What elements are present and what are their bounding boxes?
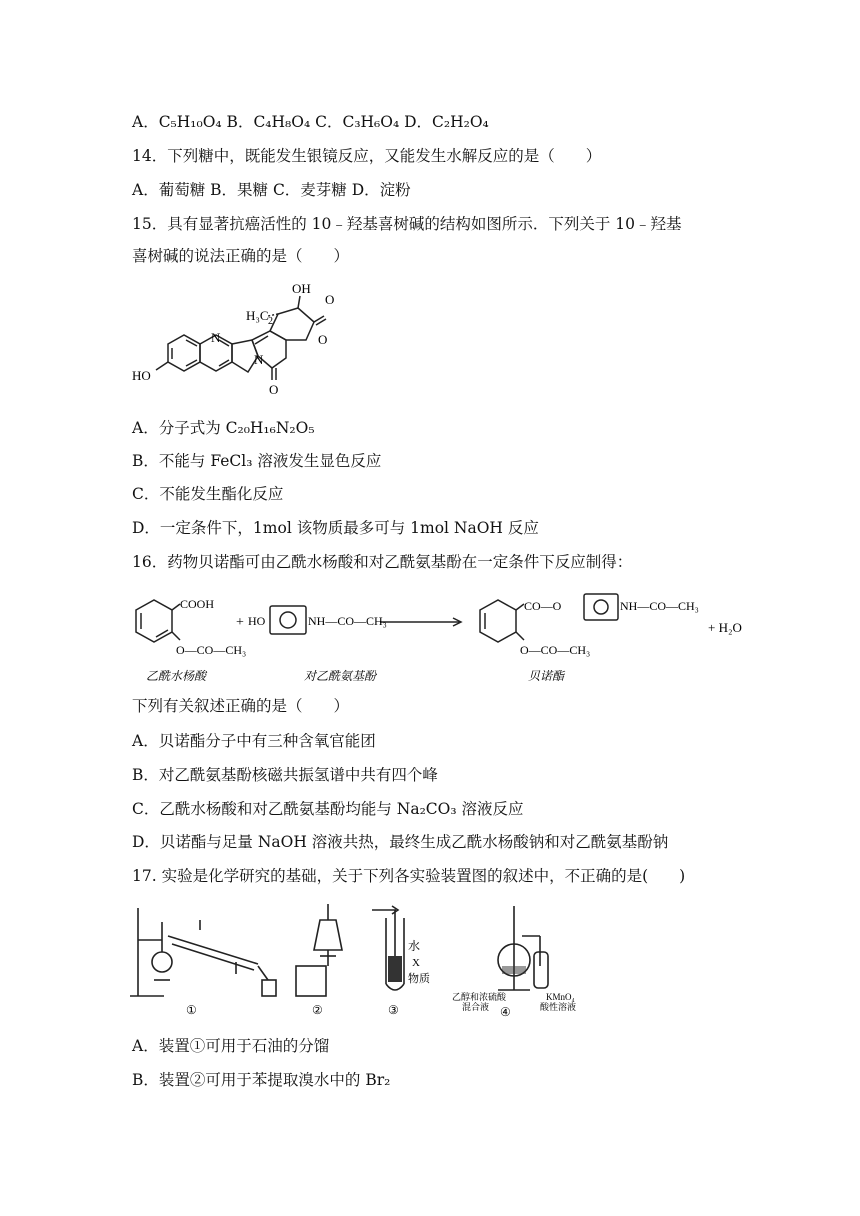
q15-option-c: C．不能发生酯化反应 <box>132 485 284 503</box>
amide-label-2: NH—CO—CH₃ <box>620 599 699 613</box>
apparatus-4-number: ④ <box>500 1005 511 1019</box>
pyrrole-n-label: N <box>254 352 264 367</box>
ethyl-num-label: 2 <box>268 316 273 327</box>
apparatus-3-number: ③ <box>388 1003 399 1017</box>
q15-stem-line1: 15．具有显著抗癌活性的 10﹣羟基喜树碱的结构如图所示．下列关于 10﹣羟基 <box>132 215 682 233</box>
test-tube <box>386 984 404 990</box>
benzene-ring-a <box>168 335 200 371</box>
q15-option-d: D．一定条件下，1mol 该物质最多可与 1mol NaOH 反应 <box>132 519 539 537</box>
q16-option-a: A．贝诺酯分子中有三种含氧官能团 <box>132 732 376 750</box>
quinoline-n-label: N <box>211 330 221 345</box>
benorilate-name: 贝诺酯 <box>528 669 565 683</box>
distilling-flask <box>152 952 172 972</box>
q14-stem: 14．下列糖中，既能发生银镜反应，又能发生水解反应的是（ ） <box>132 147 602 165</box>
carbonyl-o-top: O <box>325 292 335 307</box>
oh-label: OH <box>292 281 311 296</box>
hydroxycamptothecin-structure <box>128 276 343 402</box>
x-label: X <box>412 957 420 969</box>
substance-label: 物质 <box>408 973 430 985</box>
q16-stem: 16．药物贝诺酯可由乙酰水杨酸和对乙酰氨基酚在一定条件下反应制得： <box>132 553 633 571</box>
q15-option-b: B．不能与 FeCl₃ 溶液发生显色反应 <box>132 452 382 470</box>
acid-solution-label: 酸性溶液 <box>540 1002 577 1012</box>
lab-apparatus-figure <box>128 900 583 1020</box>
q17-option-a: A．装置①可用于石油的分馏 <box>132 1037 330 1055</box>
aminophenol-benzene-ring <box>270 606 306 634</box>
carbonyl-o-bottom: O <box>269 382 279 397</box>
q15-option-a: A．分子式为 C₂₀H₁₆N₂O₅ <box>132 419 315 437</box>
kmno4-tube <box>534 952 548 988</box>
kmno4-label: KMnO₄ <box>546 992 575 1002</box>
water-label: 水 <box>408 939 421 953</box>
ester-label-1: O—CO—CH₃ <box>176 643 247 657</box>
q13-options: A．C₅H₁₀O₄ B．C₄H₈O₄ C．C₃H₆O₄ D．C₂H₂O₄ <box>132 113 489 131</box>
mixture-label-2: 混合液 <box>462 1002 490 1012</box>
apparatus-1-number: ① <box>186 1003 197 1017</box>
plus-sign: + <box>236 615 244 630</box>
benorilate-para-ring <box>584 594 618 620</box>
ester-label-2: O—CO—CH₃ <box>520 643 591 657</box>
ester-link-label: CO—O <box>524 599 562 613</box>
hydroxyl-label: HO <box>248 614 266 628</box>
q14-options: A．葡萄糖 B．果糖 C．麦芽糖 D．淀粉 <box>132 181 411 199</box>
paracetamol-name: 对乙酰氨基酚 <box>304 669 377 683</box>
amide-label-1: NH—CO—CH₃ <box>308 614 387 628</box>
apparatus-2-number: ② <box>312 1003 323 1017</box>
h3c-label: H₃C <box>246 308 269 323</box>
q16-option-c: C．乙酰水杨酸和对乙酰氨基酚均能与 Na₂CO₃ 溶液反应 <box>132 800 524 818</box>
ho-label: HO <box>132 368 151 383</box>
lactone-ring-e <box>270 308 314 340</box>
beaker-2 <box>296 966 326 996</box>
q16-option-d: D．贝诺酯与足量 NaOH 溶液共热，最终生成乙酰水杨酸钠和对乙酰氨基酚钠 <box>132 833 669 851</box>
q17-stem: 17. 实验是化学研究的基础，关于下列各实验装置图的叙述中，不正确的是( ) <box>132 867 686 885</box>
q16-question: 下列有关叙述正确的是（ ） <box>132 697 350 715</box>
aspirin-name: 乙酰水杨酸 <box>146 669 207 683</box>
mixture-label-1: 乙醇和浓硫酸 <box>452 992 507 1002</box>
ring-o-label: O <box>318 332 328 347</box>
cooh-label: COOH <box>180 597 215 611</box>
q16-option-b: B．对乙酰氨基酚核磁共振氢谱中共有四个峰 <box>132 766 438 784</box>
benorilate-reaction-scheme <box>128 588 748 688</box>
condenser <box>168 936 258 964</box>
q17-option-b: B．装置②可用于苯提取溴水中的 Br₂ <box>132 1071 391 1089</box>
plus-water-label: + H₂O <box>708 620 742 635</box>
separatory-funnel <box>314 920 342 950</box>
q15-stem-line2: 喜树碱的说法正确的是（ ） <box>132 247 350 265</box>
receiving-flask <box>262 980 276 996</box>
